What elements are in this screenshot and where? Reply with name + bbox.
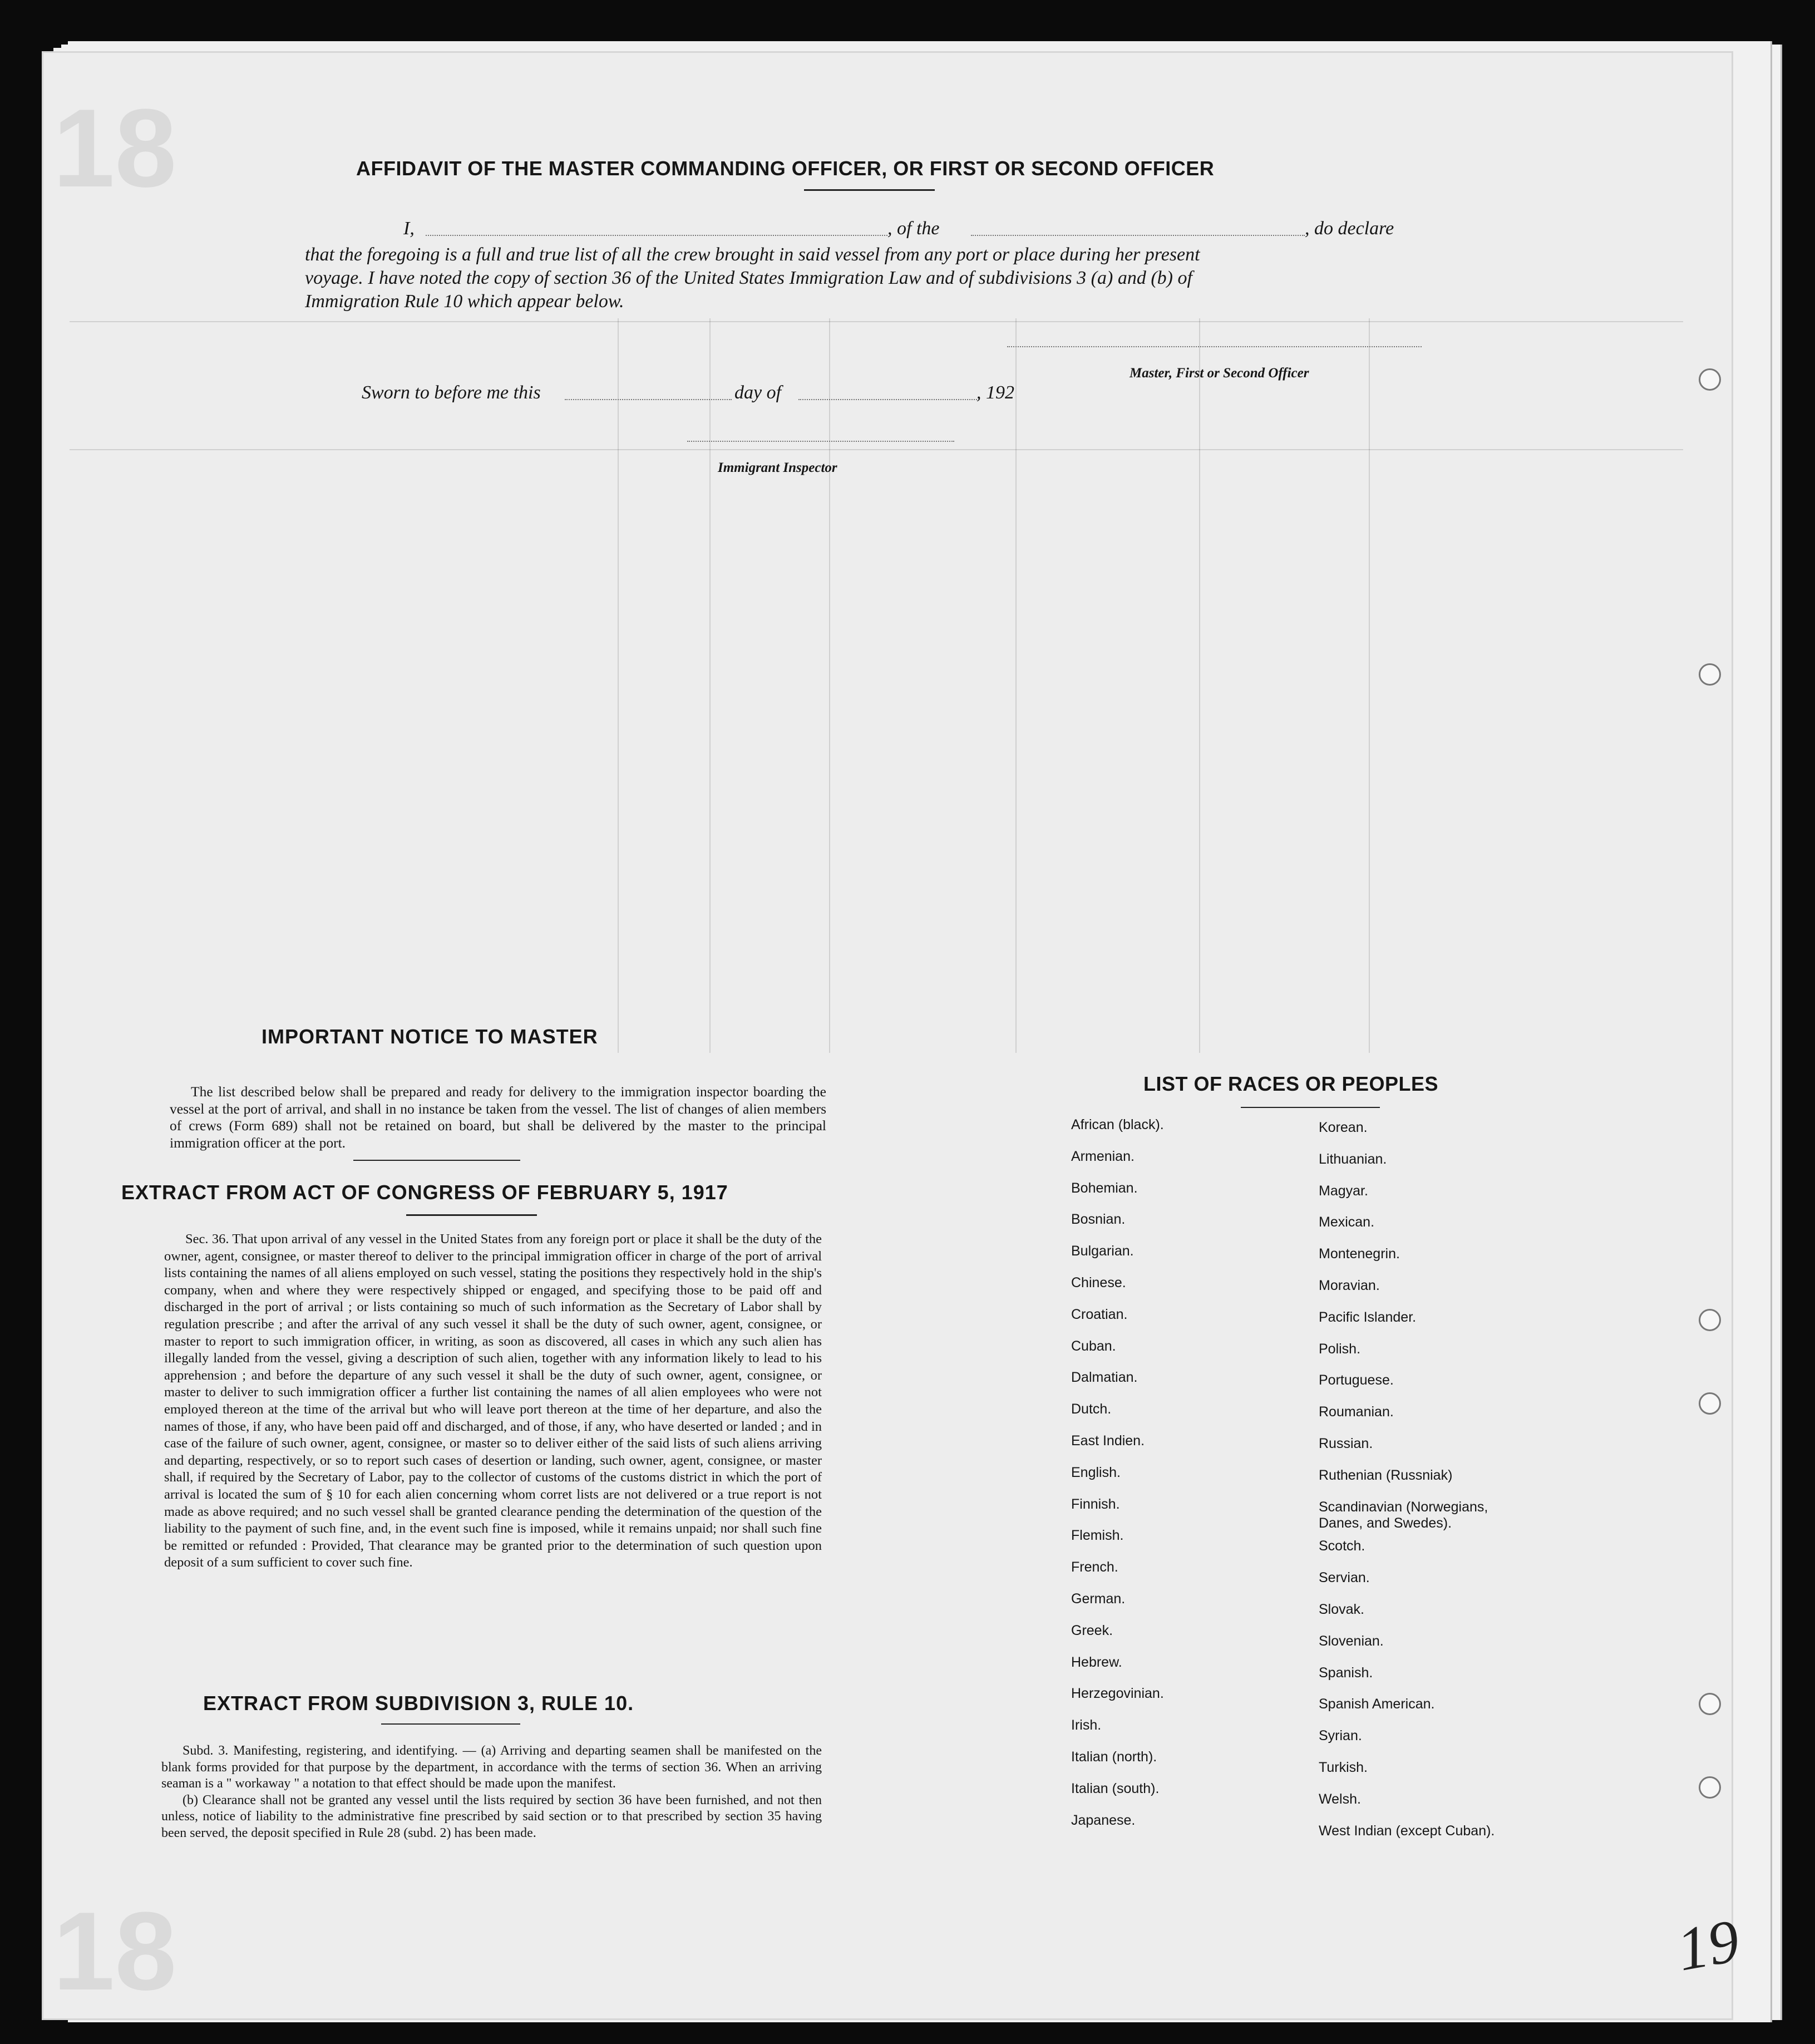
race-item: Magyar.	[1319, 1183, 1368, 1199]
binder-hole	[1699, 1392, 1721, 1415]
race-item: Irish.	[1071, 1717, 1102, 1733]
race-item: German.	[1071, 1591, 1126, 1607]
race-item: Welsh.	[1319, 1791, 1361, 1807]
affidavit-line-2: voyage. I have noted the copy of section 36 of the United States Immigration Law and of subdivisions 3 (a) and (b) of	[305, 268, 1192, 288]
race-item: Dutch.	[1071, 1401, 1112, 1417]
year-label: , 192	[976, 382, 1014, 403]
race-item: Portuguese.	[1319, 1372, 1394, 1388]
affidavit-i-label: I,	[403, 218, 415, 239]
notice-heading: IMPORTANT NOTICE TO MASTER	[262, 1025, 598, 1048]
vessel-line	[971, 235, 1305, 236]
affidavit-do-declare: , do declare	[1305, 218, 1394, 239]
race-item: Herzegovinian.	[1071, 1686, 1164, 1702]
races-rule	[1241, 1107, 1380, 1108]
master-signature-label: Master, First or Second Officer	[1130, 366, 1309, 381]
document-page	[42, 51, 1744, 2020]
act-rule	[406, 1214, 537, 1216]
corner-number-bottom: 18	[53, 1889, 177, 2013]
race-item: Roumanian.	[1319, 1404, 1394, 1420]
rule-text	[161, 1743, 822, 1841]
act-heading: EXTRACT FROM ACT OF CONGRESS OF FEBRUARY 5, 1917	[121, 1181, 728, 1204]
act-text	[164, 1231, 822, 1572]
race-item: Montenegrin.	[1319, 1246, 1400, 1262]
notice-rule	[353, 1160, 520, 1161]
affidavit-statement	[305, 243, 1418, 313]
corner-number: 18	[53, 86, 177, 210]
race-item: Slovenian.	[1319, 1633, 1384, 1649]
race-item: Croatian.	[1071, 1306, 1128, 1322]
handwritten-page-number: 19	[1672, 1906, 1744, 1984]
race-item: African (black).	[1071, 1117, 1164, 1132]
affidavit-line-1: that the foregoing is a full and true list of all the crew brought in said vessel from any port or place during her present	[305, 244, 1200, 265]
race-item: Scandinavian (Norwegians, Danes, and Swedes).	[1319, 1499, 1488, 1531]
race-item: Moravian.	[1319, 1278, 1380, 1293]
affidavit-title: AFFIDAVIT OF THE MASTER COMMANDING OFFICER, OR FIRST OR SECOND OFFICER	[356, 157, 1215, 180]
race-item: Mexican.	[1319, 1214, 1375, 1230]
notice-text	[170, 1083, 826, 1151]
day-of-label: day of	[734, 382, 782, 403]
notice-paragraph: The list described below shall be prepared and ready for delivery to the immigration inspector boarding the vessel at the port of arrival, and shall in no instance be taken from the vessel. The list of changes of alien members of crews (Form 689) shall not be retained on board, but shall be delivered by the master to the principal immigration officer at the port.	[170, 1083, 826, 1151]
races-heading: LIST OF RACES OR PEOPLES	[1143, 1072, 1439, 1095]
race-item: Armenian.	[1071, 1148, 1135, 1164]
race-item: Bohemian.	[1071, 1180, 1138, 1196]
act-paragraph: Sec. 36. That upon arrival of any vessel in the United States from any foreign port or place it shall be the duty of the owner, agent, consignee, or master thereof to deliver to the principal immigration officer in charge of the port of arrival lists containing the names of all aliens employed on such vessel, stating the positions they respectively hold in the ship's company, when and where they were respectively shipped or engaged, and specifying those to be paid off and discharged in the port of arrival ; or lists containing so much of such information as the Secretary of Labor shall by regulation prescribe ; and after the arrival of any such vessel it shall be the duty of such owner, agent, consignee, or master to report to such immigration officer, in writing, as soon as discovered, all cases in which any such alien has illegally landed from the vessel, giving a description of such alien, together with any information likely to lead to his apprehension ; and before the departure of any such vessel it shall be the duty of such owner, agent, consignee, or master to deliver to such immigration officer a further list containing the names of all alien employees who were not employed thereon at the time of the arrival but who will leave port thereon at the time of her departure, and also the names of those, if any, who have been paid off and discharged, and of those, if any, who have deserted or landed ; and in case of the failure of such owner, agent, consignee, or master so to deliver either of the said lists of such aliens arriving and departing, respectively, or so to report such cases of desertion or landing, such owner, agent, consignee, or master shall, if required by the Secretary of Labor, pay to the collector of customs of the customs district in which the port of arrival is located the sum of § 10 for each alien concerning whom corret lists are not delivered or a true report is not made as above required; and no such vessel shall be granted clearance pending the determination of the question of the liability to the payment of such fine, and, in the event such fine is imposed, while it remains unpaid; nor shall such fine be remitted or refunded : Provided, That clearance may be granted prior to the determination of such question upon deposit of a sum sufficient to cover such fine.	[164, 1232, 822, 1570]
binder-hole	[1699, 1309, 1721, 1331]
race-item: Slovak.	[1319, 1602, 1364, 1617]
race-item: Italian (north).	[1071, 1749, 1157, 1765]
race-item: Russian.	[1319, 1436, 1373, 1451]
race-item: Chinese.	[1071, 1275, 1126, 1291]
affidavit-of-the: , of the	[887, 218, 940, 239]
race-item: Flemish.	[1071, 1528, 1124, 1544]
sworn-label: Sworn to before me this	[362, 382, 541, 403]
race-item: Dalmatian.	[1071, 1370, 1138, 1386]
affidavit-line-3: Immigration Rule 10 which appear below.	[305, 291, 624, 312]
binder-hole	[1699, 368, 1721, 391]
race-item: Finnish.	[1071, 1496, 1120, 1512]
race-item: Servian.	[1319, 1570, 1370, 1586]
race-item: Spanish American.	[1319, 1696, 1435, 1712]
race-item: Ruthenian (Russniak)	[1319, 1467, 1453, 1483]
race-item: East Indien.	[1071, 1433, 1145, 1449]
rule-subd-b: (b) Clearance shall not be granted any vessel until the lists required by section 36 have been furnished, and not then unless, notice of liability to the administrative fine prescribed by said section or to that prescribed by section 35 having been served, the deposit specified in Rule 28 (subd. 2) has been made.	[161, 1792, 822, 1840]
rule-rule	[381, 1723, 520, 1725]
race-item: Korean.	[1319, 1120, 1368, 1135]
binder-hole	[1699, 1776, 1721, 1799]
race-item: Syrian.	[1319, 1728, 1362, 1744]
name-line	[426, 235, 887, 236]
race-item: Cuban.	[1071, 1338, 1116, 1354]
title-rule	[804, 189, 935, 191]
race-item: Polish.	[1319, 1341, 1361, 1357]
race-item: Bulgarian.	[1071, 1243, 1134, 1259]
race-item: Japanese.	[1071, 1812, 1136, 1828]
race-item: Turkish.	[1319, 1760, 1368, 1775]
race-item: Hebrew.	[1071, 1654, 1122, 1670]
binder-hole	[1699, 1693, 1721, 1715]
master-signature-line	[1007, 346, 1422, 347]
rule-heading: EXTRACT FROM SUBDIVISION 3, RULE 10.	[203, 1692, 634, 1715]
race-item: Lithuanian.	[1319, 1151, 1387, 1167]
binder-hole	[1699, 663, 1721, 686]
rule-subd-a: Subd. 3. Manifesting, registering, and identifying. — (a) Arriving and departing seamen shall be manifested on the blank forms provided for that purpose by the department, in accordance with the terms of section 36. When an arriving seaman is a " workaway " a notation to that effect should be made upon the manifest.	[161, 1743, 822, 1791]
race-item: Spanish.	[1319, 1664, 1373, 1681]
race-item: Bosnian.	[1071, 1211, 1126, 1228]
sworn-day-line	[565, 399, 732, 400]
sworn-month-line	[798, 399, 979, 400]
race-item: English.	[1071, 1464, 1121, 1480]
race-item: Scotch.	[1319, 1538, 1365, 1554]
race-item: Greek.	[1071, 1622, 1113, 1638]
inspector-signature-line	[687, 441, 954, 442]
race-item: Italian (south).	[1071, 1780, 1160, 1796]
race-item: West Indian (except Cuban).	[1319, 1823, 1495, 1839]
race-item: Pacific Islander.	[1319, 1309, 1417, 1325]
inspector-signature-label: Immigrant Inspector	[718, 460, 837, 475]
race-item: French.	[1071, 1559, 1118, 1575]
